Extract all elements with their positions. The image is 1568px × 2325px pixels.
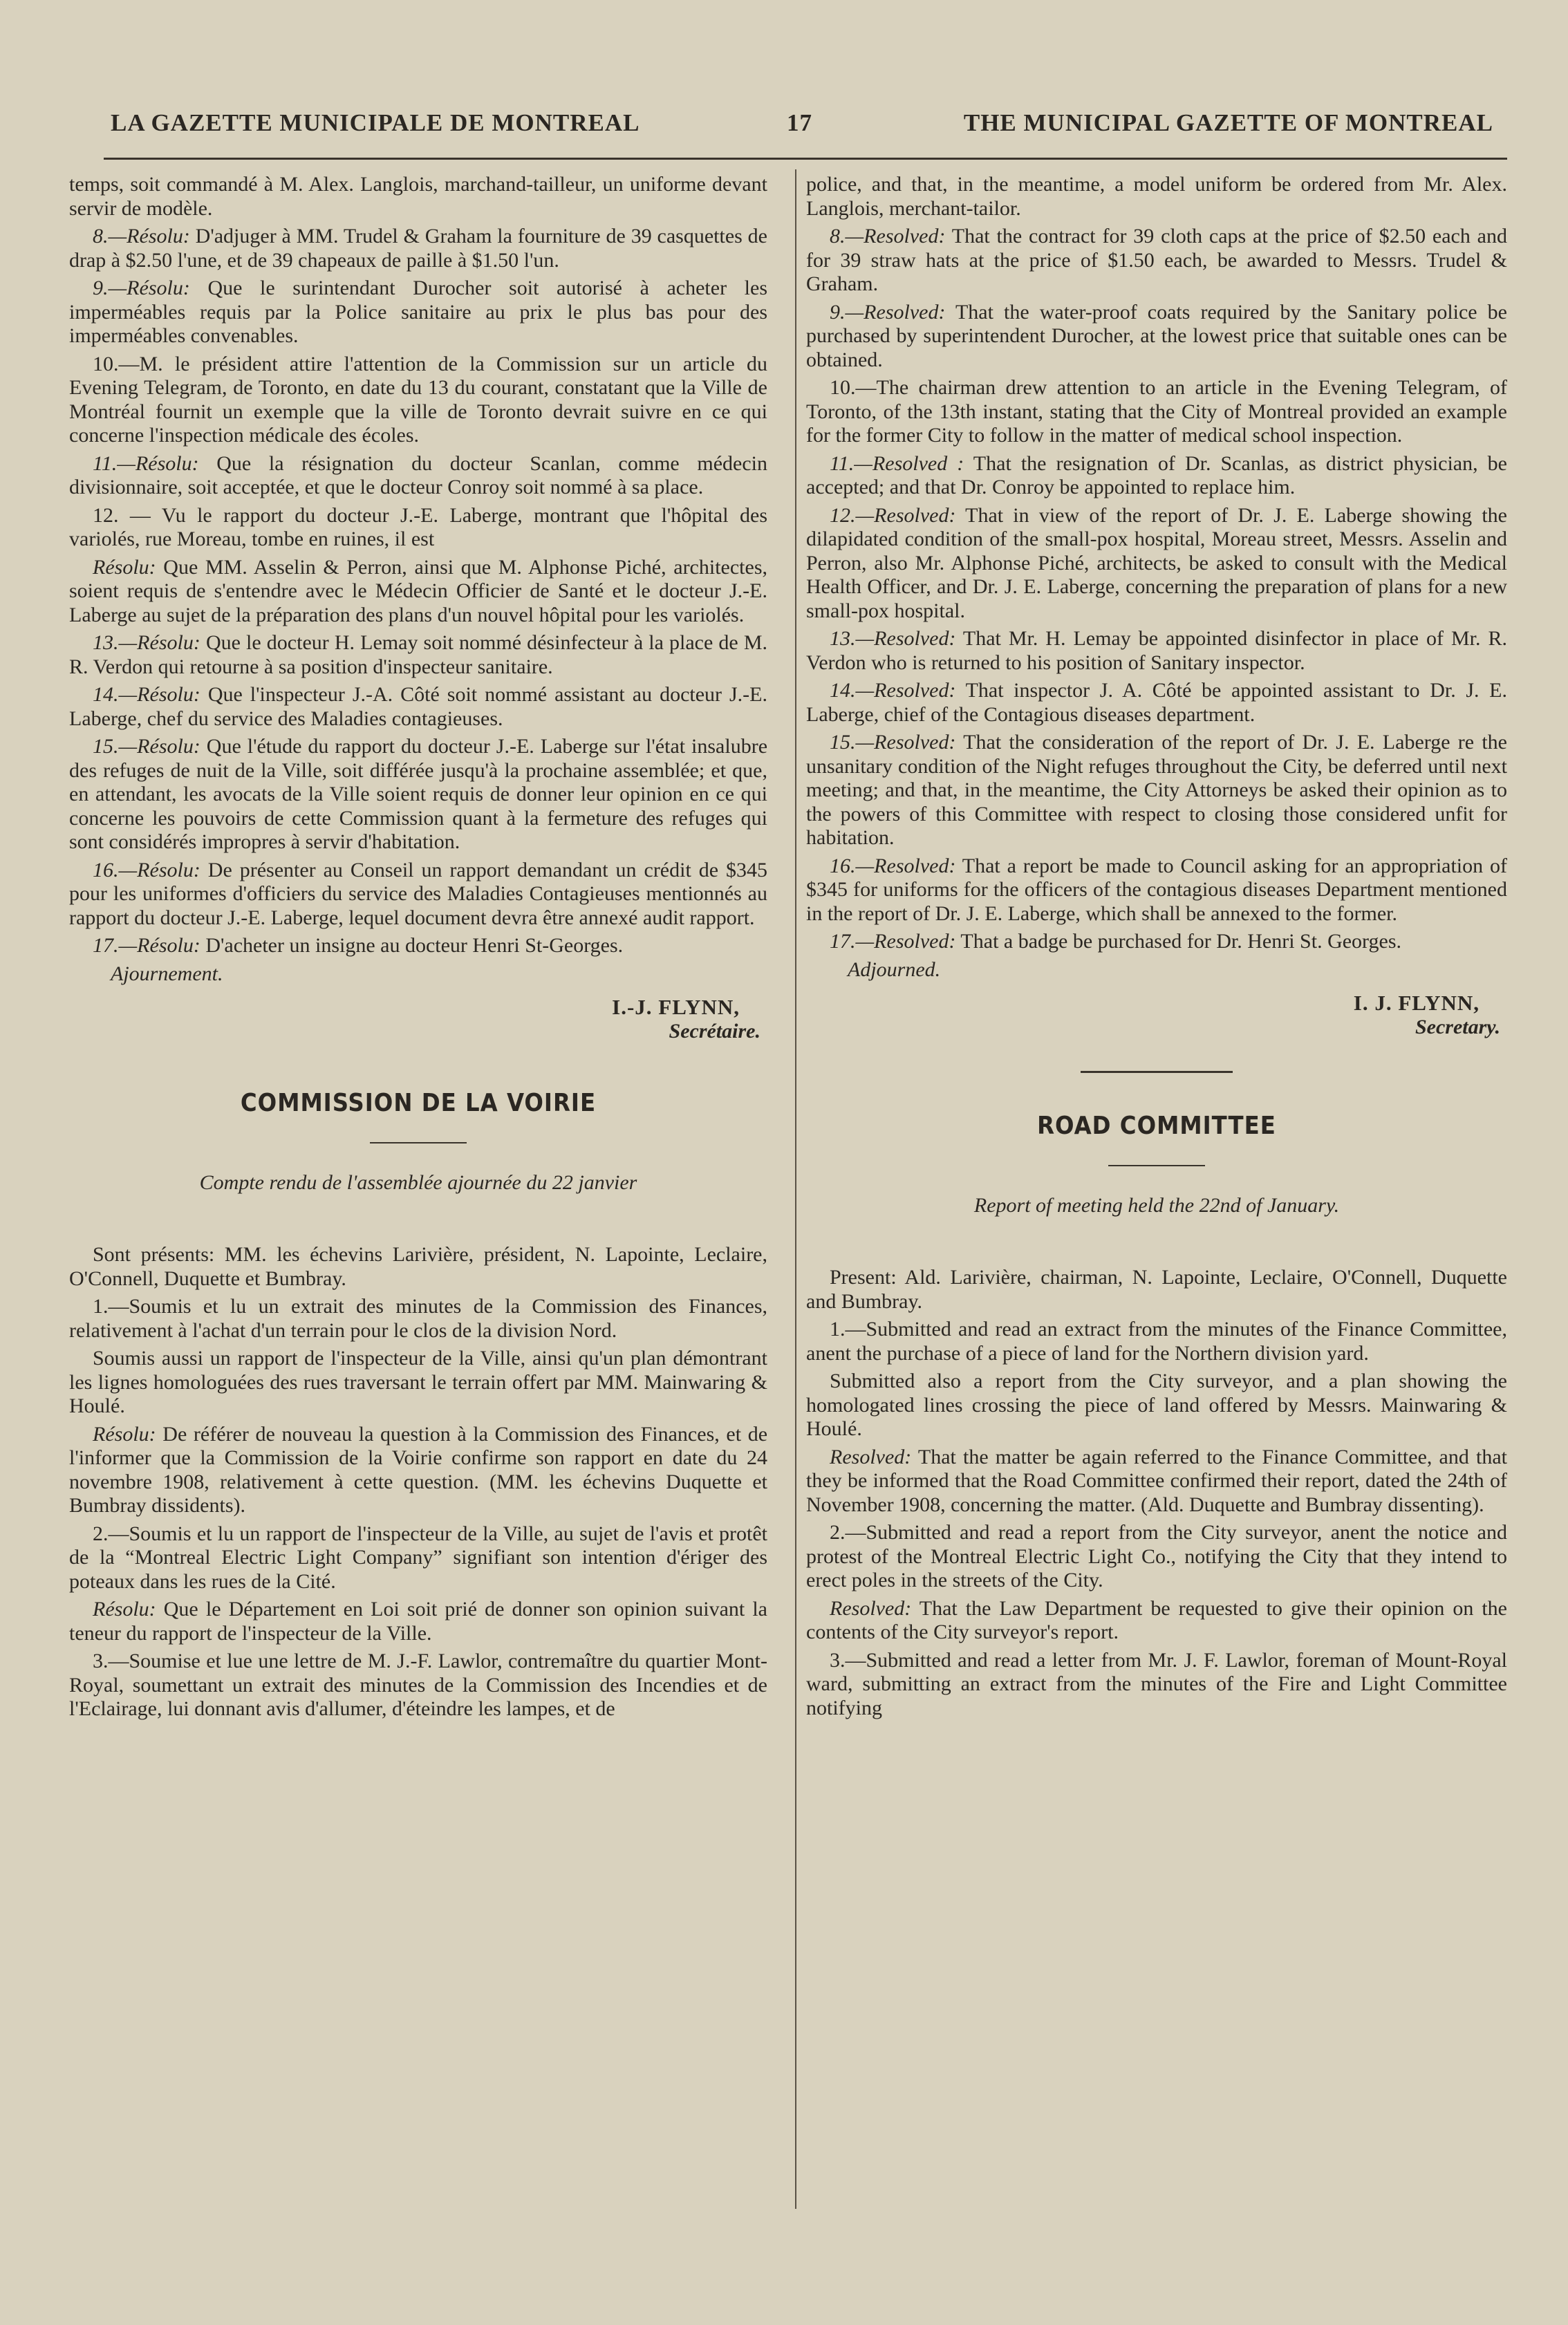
paragraph [806, 627, 1507, 675]
paragraph-text: Present: Ald. Larivière, chairman, N. Lapointe, Leclaire, O'Connell, Duquette and Bumbray. [806, 1266, 1507, 1313]
paragraph-text: D'acheter un insigne au docteur Henri St-Georges. [205, 934, 624, 957]
english-road-minutes [806, 1266, 1507, 1720]
french-minutes [69, 173, 767, 1043]
signature-block [69, 996, 767, 1043]
resolution-label: 15.—Résolu: [93, 735, 200, 758]
resolution-label: 16.—Resolved: [830, 854, 956, 877]
paragraph [69, 1243, 767, 1291]
resolution-label: 17.—Résolu: [93, 934, 200, 957]
paragraph [69, 859, 767, 931]
resolution-label: 8.—Resolved: [830, 225, 946, 248]
resolution-label: 17.—Resolved: [830, 930, 956, 953]
paragraph [69, 1650, 767, 1721]
paragraph [69, 934, 767, 958]
paragraph [806, 930, 1507, 954]
signature-role: Secrétaire. [669, 1019, 760, 1043]
paragraph-text: That a badge be purchased for Dr. Henri St. Georges. [960, 930, 1401, 953]
resolution-label: Résolu: [93, 1422, 156, 1446]
resolution-label: 12.—Resolved: [830, 503, 956, 527]
paragraph-text: Soumis aussi un rapport de l'inspecteur de la Ville, ainsi qu'un plan démontrant les lignes homologuées des rues traversant le terrain offert par MM. Mainwaring & Houlé. [69, 1347, 767, 1417]
paragraph [806, 376, 1507, 448]
page-header [0, 104, 1568, 152]
header-english-title: THE MUNICIPAL GAZETTE OF MONTREAL [963, 109, 1493, 136]
paragraph-text: 10.—M. le président attire l'attention de la Commission sur un article du Evening Telegram, de Toronto, en date du 13 du courant, constatant que la Ville de Montréal fournit un exemple que la ville de Toronto devrait suivre en ce qui concerne l'inspection médicale des écoles. [69, 352, 767, 447]
paragraph [69, 683, 767, 731]
paragraph-text: temps, soit commandé à M. Alex. Langlois, marchand-tailleur, un uniforme devant servir de modèle. [69, 173, 767, 220]
paragraph [806, 452, 1507, 500]
signature-name: I. J. FLYNN, [1353, 991, 1480, 1015]
paragraph-text: 12. — Vu le rapport du docteur J.-E. Laberge, montrant que l'hôpital des variolés, rue Moreau, tombe en ruines, il est [69, 503, 767, 550]
paragraph [69, 225, 767, 272]
resolution-label: 8.—Résolu: [93, 225, 190, 248]
paragraph-text: That the water-proof coats required by the Sanitary police be purchased by superintendent Durocher, at the lowest price that suitable ones can be obtained. [806, 300, 1507, 371]
resolution-label: 13.—Résolu: [93, 631, 200, 654]
paragraph [806, 1649, 1507, 1721]
section-rule [370, 1142, 467, 1143]
paragraph [806, 1370, 1507, 1441]
paragraph-text: 3.—Submitted and read a letter from Mr. J. F. Lawlor, foreman of Mount-Royal ward, submitting an extract from the minutes of the Fire and Light Committee notifying [806, 1648, 1507, 1719]
paragraph-text: That the Law Department be requested to give their opinion on the contents of the City surveyor's report. [806, 1596, 1507, 1643]
paragraph-text: 2.—Soumis et lu un rapport de l'inspecteur de la Ville, au sujet de l'avis et protêt de la “Montreal Electric Light Company” signifiant son intention d'ériger des poteaux dans les rues de la Cité. [69, 1522, 767, 1593]
paragraph [69, 504, 767, 552]
paragraph [69, 1522, 767, 1594]
paragraph-text: Submitted also a report from the City surveyor, and a plan showing the homologated lines crossing the piece of land offered by Messrs. Mainwaring & Houlé. [806, 1370, 1507, 1440]
resolution-label: 16.—Résolu: [93, 858, 200, 881]
french-column [69, 173, 767, 1726]
paragraph-text: 3.—Soumise et lue une lettre de M. J.-F. Lawlor, contremaître du quartier Mont-Royal, soumettant un extrait des minutes de la Commission des Incendies et de l'Eclairage, lui donnant avis d'allumer, d'éteindre les lampes, et de [69, 1650, 767, 1720]
paragraph-text: Que l'étude du rapport du docteur J.-E. Laberge sur l'état insalubre des refuges de nuit de la Ville, soit différée jusqu'à la prochaine assemblée; et que, en attendant, les avocats de la Ville soient requis de donner leur opinion en ce qui concerne les pouvoirs de cette Commission quant à la fermeture des refuges qui sont considérés impropres à servir d'habitation. [69, 735, 768, 853]
section-rule [1108, 1165, 1205, 1166]
resolution-label: 11.—Résolu: [93, 451, 199, 475]
paragraph-text: Que la résignation du docteur Scanlan, comme médecin divisionnaire, soit acceptée, et que le docteur Conroy soit nommé à sa place. [69, 451, 767, 498]
paragraph [806, 1521, 1507, 1593]
resolution-label: 13.—Resolved: [830, 627, 956, 650]
resolution-label: 11.—Resolved : [830, 451, 964, 475]
paragraph-text: De présenter au Conseil un rapport demandant un crédit de $345 pour les uniformes d'officiers du service des Maladies Contagieuses mentionnés au rapport du docteur J.-E. Laberge, lequel document devra être annexé audit rapport. [69, 858, 767, 929]
paragraph [806, 1318, 1507, 1365]
section-subtitle: Report of meeting held the 22nd of January. [973, 1193, 1340, 1217]
english-minutes [806, 173, 1507, 1039]
signature-role: Secretary. [1415, 1015, 1500, 1038]
paragraph [806, 1266, 1507, 1314]
paragraph [806, 1597, 1507, 1645]
paragraph-text: 1.—Soumis et lu un extrait des minutes de la Commission des Finances, relativement à l'achat d'un terrain pour le clos de la division Nord. [69, 1295, 767, 1342]
french-road-minutes [69, 1243, 767, 1721]
paragraph [806, 301, 1507, 373]
resolution-label: 15.—Resolved: [830, 731, 956, 754]
paragraph-text: Sont présents: MM. les échevins Larivière, président, N. Lapointe, Leclaire, O'Connell, Duquette et Bumbray. [69, 1243, 767, 1290]
paragraph-text: That the matter be again referred to the Finance Committee, and that they be informed that the Road Committee confirmed their report, dated the 24th of November 1908, concerning the matter. (Ald. Duquette and Bumbray dissenting). [806, 1445, 1507, 1516]
paragraph-text: Que le surintendant Durocher soit autorisé à acheter les imperméables requis par la Police sanitaire au prix le plus bas pour des imperméables convenables. [69, 277, 768, 347]
page-number: 17 [787, 109, 812, 136]
paragraph [806, 679, 1507, 727]
paragraph [806, 504, 1507, 624]
paragraph-text: 2.—Submitted and read a report from the City surveyor, anent the notice and protest of the Montreal Electric Light Co., notifying the City that they intend to erect poles in the streets of the City. [806, 1521, 1507, 1591]
paragraph [69, 1295, 767, 1343]
section-title: COMMISSION DE LA VOIRIE [240, 1089, 597, 1117]
resolution-label: Resolved: [830, 1445, 912, 1468]
paragraph-text: That a report be made to Council asking for an appropriation of $345 for uniforms for the officers of the contagious diseases Department mentioned in the report of Dr. J. E. Laberge, which shall be annexed to the former. [806, 854, 1507, 925]
signature-name: I.-J. FLYNN, [612, 995, 740, 1019]
paragraph-text: 10.—The chairman drew attention to an article in the Evening Telegram, of Toronto, of the 13th instant, stating that the City of Montreal provided an example for the former City to follow in the matter of medical school inspection. [806, 376, 1507, 447]
paragraph [69, 631, 767, 679]
paragraph [69, 735, 767, 855]
english-column [806, 173, 1507, 1724]
paragraph-text: Que le Département en Loi soit prié de donner son opinion suivant la teneur du rapport de l'inspecteur de la Ville. [69, 1598, 767, 1645]
paragraph [69, 173, 767, 221]
paragraph [69, 452, 767, 500]
resolution-label: Résolu: [93, 1598, 156, 1621]
paragraph-text: De référer de nouveau la question à la Commission des Finances, et de l'informer que la Commission de la Voirie confirme son rapport en date du 24 novembre 1908, relativement à cette question. (MM. les échevins Duquette et Bumbray dissidents). [69, 1422, 768, 1517]
paragraph-text: That Mr. H. Lemay be appointed disinfector in place of Mr. R. Verdon who is returned to his position of Sanitary inspector. [806, 627, 1507, 674]
paragraph-text: That inspector J. A. Côté be appointed assistant to Dr. J. E. Laberge, chief of the Contagious diseases department. [806, 679, 1507, 726]
resolution-label: Resolved: [830, 1596, 912, 1620]
resolution-label: 9.—Résolu: [93, 277, 190, 299]
resolution-label: 9.—Resolved: [830, 300, 946, 324]
paragraph-text: That in view of the report of Dr. J. E. Laberge showing the dilapidated condition of the small-pox hospital, Moreau street, Messrs. Asselin and Perron, also Mr. Alphonse Piché, architects, be asked to consult with the Medical Health Officer, and Dr. J. E. Laberge, concerning the preparation of plans for a new small-pox hospital. [806, 503, 1507, 622]
section-title: ROAD COMMITTEE [1037, 1112, 1276, 1140]
paragraph-text: That the resignation of Dr. Scanlas, as district physician, be accepted; and that Dr. Conroy be appointed to replace him. [806, 451, 1507, 498]
paragraph-text: That the consideration of the report of Dr. J. E. Laberge re the unsanitary condition of the Night refuges throughout the City, be deferred until next meeting; and that, in the meantime, the City Attorneys be asked their opinion as to the powers of this Committee with respect to closing those considered unfit for habitation. [806, 731, 1507, 849]
paragraph-text: D'adjuger à MM. Trudel & Graham la fourniture de 39 casquettes de drap à $2.50 l'une, et de 39 chapeaux de paille à $1.50 l'un. [69, 225, 767, 272]
resolution-label: Résolu: [93, 555, 156, 579]
adjournment: Ajournement. [111, 962, 223, 985]
header-rule [104, 158, 1507, 160]
paragraph [69, 556, 767, 628]
paragraph [69, 353, 767, 448]
resolution-label: 14.—Résolu: [93, 683, 200, 706]
column-divider [795, 169, 796, 2209]
paragraph [806, 225, 1507, 297]
paragraph-text: Que le docteur H. Lemay soit nommé désinfecteur à la place de M. R. Verdon qui retourne à sa position d'inspecteur sanitaire. [69, 631, 768, 678]
section-subtitle: Compte rendu de l'assemblée ajournée du 22 janvier [199, 1170, 637, 1194]
header-french-title: LA GAZETTE MUNICIPALE DE MONTREAL [111, 109, 640, 136]
paragraph-text: 1.—Submitted and read an extract from the minutes of the Finance Committee, anent the purchase of a piece of land for the Northern division yard. [806, 1318, 1507, 1365]
resolution-label: 14.—Resolved: [830, 679, 956, 702]
paragraph [806, 731, 1507, 850]
paragraph-text: Que MM. Asselin & Perron, ainsi que M. Alphonse Piché, architectes, soient requis de s'entendre avec le Médecin Officier de Santé et le docteur J.-E. Laberge au sujet de la préparation des plans d'un nouvel hôpital pour les variolés. [69, 555, 768, 626]
paragraph [69, 1423, 767, 1518]
paragraph-text: police, and that, in the meantime, a model uniform be ordered from Mr. Alex. Langlois, merchant-tailor. [806, 173, 1507, 220]
paragraph [69, 1347, 767, 1419]
signature-block [806, 991, 1507, 1039]
adjournment: Adjourned. [848, 958, 941, 981]
paragraph [806, 173, 1507, 221]
paragraph-text: That the contract for 39 cloth caps at the price of $2.50 each and for 39 straw hats at the price of $1.50 each, be awarded to Messrs. Trudel & Graham. [806, 225, 1507, 295]
paragraph [806, 1446, 1507, 1518]
paragraph [806, 855, 1507, 926]
paragraph-text: Que l'inspecteur J.-A. Côté soit nommé assistant au docteur J.-E. Laberge, chef du service des Maladies contagieuses. [69, 683, 768, 730]
paragraph [69, 277, 767, 348]
separator-rule [1081, 1071, 1233, 1073]
paragraph [69, 1598, 767, 1645]
